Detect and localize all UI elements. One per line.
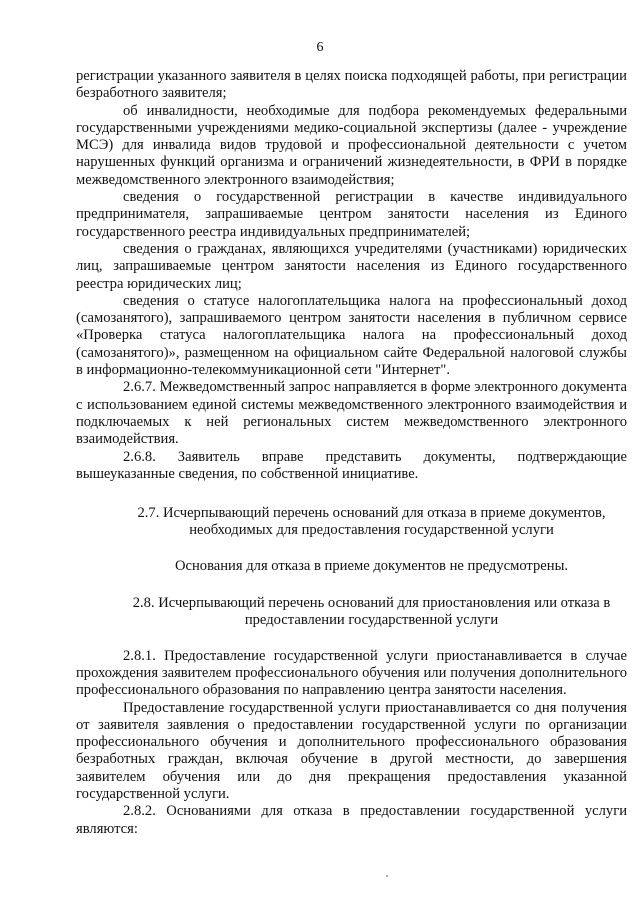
paragraph-disability-info: об инвалидности, необходимые для подбора рекомендуемых федеральными государственными учреждениями медико-социальной экспертизы (далее - учреждение МСЭ) для инвалида видов трудовой и профессиональной деятельности с учетом нарушенных функций организма и ограничений жизнедеятельности, в ФРИ в порядке межведомственного электронного взаимодействия; xyxy=(76,102,627,188)
paragraph-2-8-2: 2.8.2. Основаниями для отказа в предоставлении государственной услуги являются: xyxy=(76,803,627,837)
document-body xyxy=(76,68,627,838)
page-number: 6 xyxy=(316,40,324,55)
paragraph-2-6-8: 2.6.8. Заявитель вправе представить документы, подтверждающие вышеуказанные сведения, по собственной инициативе. xyxy=(76,448,627,482)
scan-dot xyxy=(386,875,388,877)
paragraph-founders-info: сведения о гражданах, являющихся учредителями (участниками) юридических лиц, запрашиваемые центром занятости населения из Единого государственного реестра юридических лиц; xyxy=(76,240,627,292)
section-heading-2-7: 2.7. Исчерпывающий перечень оснований для отказа в приеме документов, необходимых для предоставления государственной услуги xyxy=(137,505,606,539)
paragraph-2-8-1: 2.8.1. Предоставление государственной услуги приостанавливается в случае прохождения заявителем профессионального обучения или получения дополнительного профессионального образования по направлению центра занятости населения. xyxy=(76,647,627,699)
paragraph-registration-continuation: регистрации указанного заявителя в целях поиска подходящей работы, при регистрации безработного заявителя; xyxy=(76,68,627,102)
section-heading-2-8: 2.8. Исчерпывающий перечень оснований для приостановления или отказа в предоставлении государственной услуги xyxy=(132,595,611,629)
paragraph-2-6-7: 2.6.7. Межведомственный запрос направляется в форме электронного документа с использованием единой системы межведомственного электронного взаимодействия и подключаемых к ней региональных систем межведомственного электронного взаимодействия. xyxy=(76,379,627,448)
paragraph-entrepreneur-info: сведения о государственной регистрации в качестве индивидуального предпринимателя, запрашиваемые центром занятости населения из Единого государственного реестра индивидуальных предпринимателей; xyxy=(76,189,627,240)
paragraph-suspension-period: Предоставление государственной услуги приостанавливается со дня получения от заявителя заявления о предоставлении государственной услуги по организации профессионального обучения и дополнительного профессионального образования безработных граждан, включая обучение в другой местности, до завершения заявителем обучения или до дня прекращения предоставления указанной государственной услуги. xyxy=(76,699,627,802)
paragraph-no-refusal-grounds: Основания для отказа в приеме документов не предусмотрены. xyxy=(174,557,569,574)
paragraph-self-employed-info: сведения о статусе налогоплательщика налога на профессиональный доход (самозанятого), запрашиваемого центром занятости населения в публичном сервисе «Проверка статуса налогоплательщика налога на профессиональный доход (самозанятого)», размещенном на официальном сайте Федеральной налоговой службы в информационно-телекоммуникационной сети "Интернет". xyxy=(76,292,627,379)
